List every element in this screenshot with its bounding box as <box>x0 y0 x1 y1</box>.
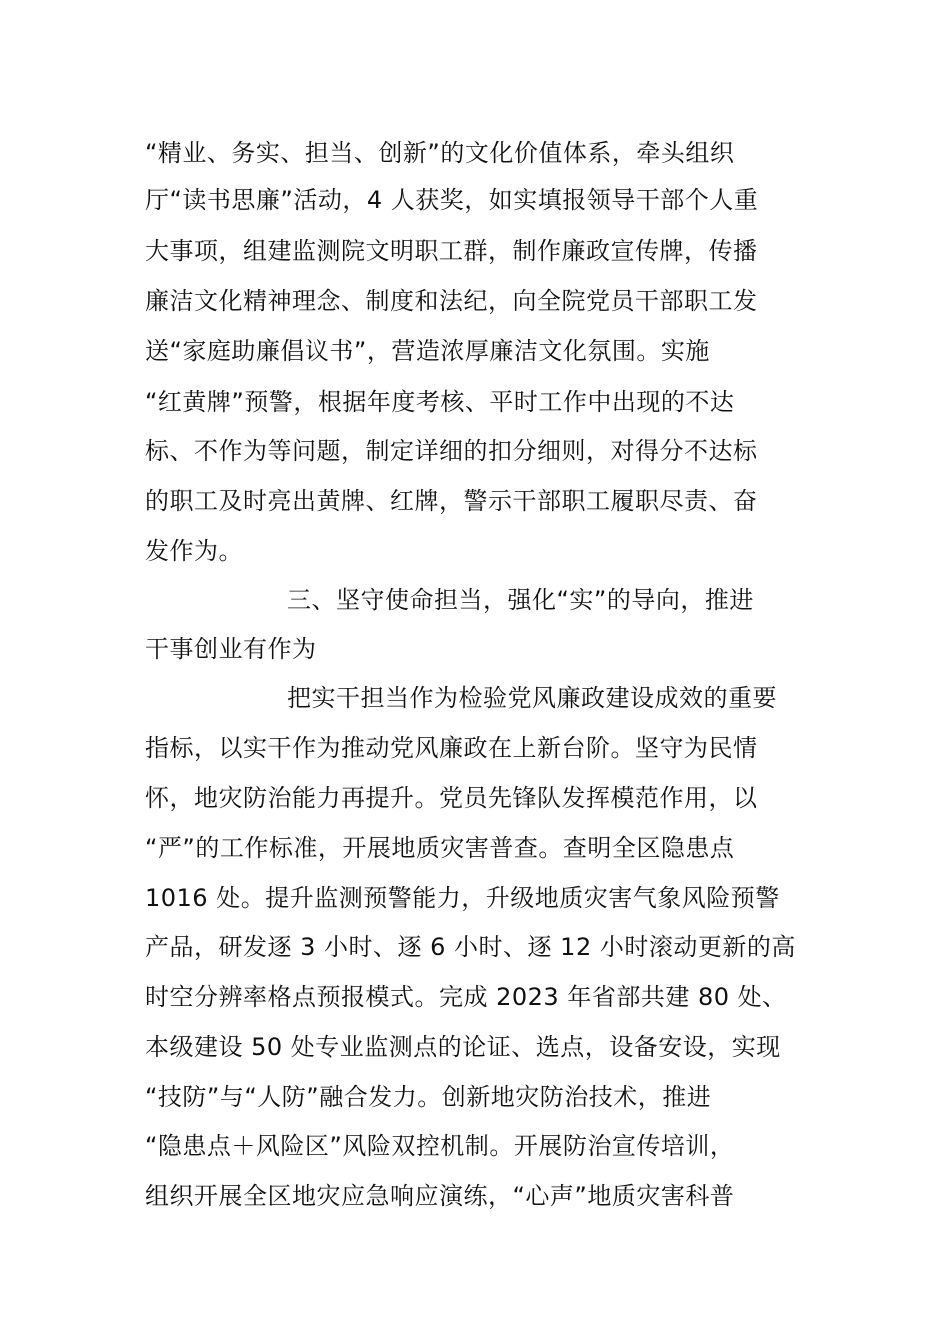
document-body <box>145 0 810 1344</box>
paragraph-line: 组织开展全区地灾应急响应演练，“心声”地质灾害科普 <box>145 1182 735 1210</box>
section-heading-continued: 干事创业有作为 <box>145 635 317 663</box>
paragraph-line: “技防”与“人防”融合发力。创新地灾防治技术，推进 <box>145 1083 712 1111</box>
paragraph-line: 指标，以实干作为推动党风廉政在上新台阶。坚守为民情 <box>145 734 758 762</box>
paragraph-line: “严”的工作标准，开展地质灾害普查。查明全区隐患点 <box>145 834 735 862</box>
paragraph-line: 把实干担当作为检验党风廉政建设成效的重要 <box>287 684 777 712</box>
paragraph-line: 送“家庭助廉倡议书”，营造浓厚廉洁文化氛围。实施 <box>145 337 710 365</box>
paragraph-line: 本级建设 50 处专业监测点的论证、选点，设备安设，实现 <box>145 1033 781 1061</box>
paragraph-line: 厅“读书思廉”活动，4 人获奖，如实填报领导干部个人重 <box>145 186 759 214</box>
paragraph-line: 标、不作为等问题，制定详细的扣分细则，对得分不达标 <box>145 437 758 465</box>
paragraph-line: “精业、务实、担当、创新”的文化价值体系，牵头组织 <box>145 139 735 167</box>
paragraph-line: 大事项，组建监测院文明职工群，制作廉政宣传牌，传播 <box>145 237 758 265</box>
paragraph-line: 廉洁文化精神理念、制度和法纪，向全院党员干部职工发 <box>145 287 758 315</box>
paragraph-line: “红黄牌”预警，根据年度考核、平时工作中出现的不达 <box>145 388 735 416</box>
section-heading: 三、坚守使命担当，强化“实”的导向，推进 <box>287 586 754 614</box>
paragraph-line: 产品，研发逐 3 小时、逐 6 小时、逐 12 小时滚动更新的高 <box>145 933 796 961</box>
paragraph-line: 发作为。 <box>145 537 243 565</box>
paragraph-line: 的职工及时亮出黄牌、红牌，警示干部职工履职尽责、奋 <box>145 487 758 515</box>
paragraph-line: 怀，地灾防治能力再提升。党员先锋队发挥模范作用，以 <box>145 784 758 812</box>
paragraph-line: “隐患点＋风险区”风险双控机制。开展防治宣传培训， <box>145 1132 735 1160</box>
paragraph-line: 1016 处。提升监测预警能力，升级地质灾害气象风险预警 <box>145 884 780 912</box>
paragraph-line: 时空分辨率格点预报模式。完成 2023 年省部共建 80 处、 <box>145 983 787 1011</box>
